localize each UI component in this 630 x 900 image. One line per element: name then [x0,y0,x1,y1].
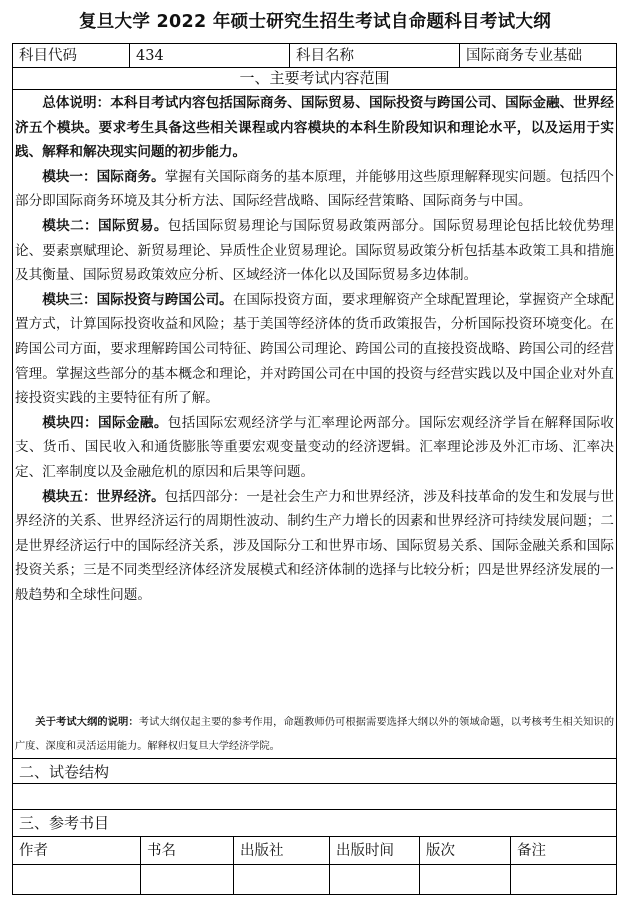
overview-paragraph [15,91,614,165]
subject-name-value: 国际商务专业基础 [466,48,582,64]
module-3-title: 模块三：国际投资与跨国公司。 [42,291,233,308]
module-2-paragraph [15,214,614,288]
col-author: 作者 [13,837,141,864]
syllabus-note [15,710,614,759]
section2-title-row [13,758,616,784]
subject-code-label: 科目代码 [13,44,130,67]
ref-cell-publisher [234,865,330,894]
module-2-text: 包括国际贸易理论与国际贸易政策两部分。国际贸易理论包括比较优势理论、要素禀赋理论、新贸易理论、异质性企业贸易理论。国际贸易政策分析包括基本政策工具和措施及其衡量、国际贸易政策效应分析、区域经济一体化以及国际贸易多边体制。 [15,217,615,284]
ref-cell-date [330,865,420,894]
module-3-text: 在国际投资方面，要求理解资产全球配置理论，掌握资产全球配置方式，计算国际投资收益和风险；基于美国等经济体的货币政策报告，分析国际投资环境变化。在跨国公司方面，要求理解跨国公司特征、跨国公司理论、跨国公司的直接投资战略、跨国公司的经营管理。掌握这些部分的基本概念和理论，并对跨国公司在中国的投资与经营实践以及中国企业对外直接投资实践的主要特征有所了解。 [15,291,615,407]
module-2-title: 模块二：国际贸易。 [42,217,168,234]
overview-text: 总体说明：本科目考试内容包括国际商务、国际贸易、国际投资与跨国公司、国际金融、世界经济五个模块。要求考生具备这些相关课程或内容模块的本科生阶段知识和理论水平，以及运用于实践、解释和解决现实问题的初步能力。 [15,95,614,161]
module-5-title: 模块五：世界经济。 [42,488,165,505]
references-empty-row [13,865,616,894]
ref-cell-title [141,865,234,894]
section3-title-row [13,810,616,837]
section1-title: 一、主要考试内容范围 [239,69,390,87]
section1-content [15,91,614,607]
note-text: 考试大纲仅起主要的参考作用，命题教师仍可根据需要选择大纲以外的领域命题，以考核考生相关知识的广度、深度和灵活运用能力。解释权归复旦大学经济学院。 [15,717,615,752]
module-5-paragraph [15,485,614,608]
module-1-paragraph [15,165,614,214]
note-label: 关于考试大纲的说明： [35,716,139,728]
ref-cell-author [13,865,141,894]
syllabus-table [12,43,617,895]
section2-blank-row [13,784,616,810]
col-remarks: 备注 [517,843,546,859]
module-5-text: 包括四部分：一是社会生产力和世界经济，涉及科技革命的发生和发展与世界经济的关系、世界经济运行的周期性波动、制约生产力增长的因素和世界经济可持续发展问题；二是世界经济运行中的国际经济关系，涉及国际分工和世界市场、国际贸易关系、国际金融关系和国际投资关系；三是不同类型经济体经济发展模式和经济体制的选择与比较分析；四是世界经济发展的一般趋势和全球性问题。 [15,488,615,603]
module-3-paragraph [15,288,614,411]
col-publisher: 出版社 [234,837,330,864]
references-header-row [13,837,616,865]
subject-name-label: 科目名称 [290,44,460,67]
section1-title-row [13,68,616,90]
module-4-title: 模块四：国际金融。 [42,414,168,431]
subject-header-row [13,44,616,68]
subject-code-value: 434 [130,44,290,67]
section3-title: 三、参考书目 [19,814,110,832]
module-4-text: 包括国际宏观经济学与汇率理论两部分。国际宏观经济学旨在解释国际收支、货币、国民收入和通货膨胀等重要宏观变量变动的经济逻辑。汇率理论涉及外汇市场、汇率决定、汇率制度以及金融危机的原因和后果等问题。 [15,414,615,480]
module-1-title: 模块一：国际商务。 [42,168,165,185]
col-edition: 版次 [420,837,511,864]
col-publish-date: 出版时间 [330,837,420,864]
page-title: 复旦大学 2022 年硕士研究生招生考试自命题科目考试大纲 [78,12,552,32]
module-1-text: 掌握有关国际商务的基本原理，并能够用这些原理解释现实问题。包括四个部分即国际商务环境及其分析方法、国际经营战略、国际经营策略、国际商务与中国。 [15,168,615,210]
section2-title: 二、试卷结构 [19,763,110,781]
col-book-title: 书名 [141,837,234,864]
ref-cell-edition [420,865,511,894]
ref-cell-remarks [511,865,616,894]
module-4-paragraph [15,411,614,485]
